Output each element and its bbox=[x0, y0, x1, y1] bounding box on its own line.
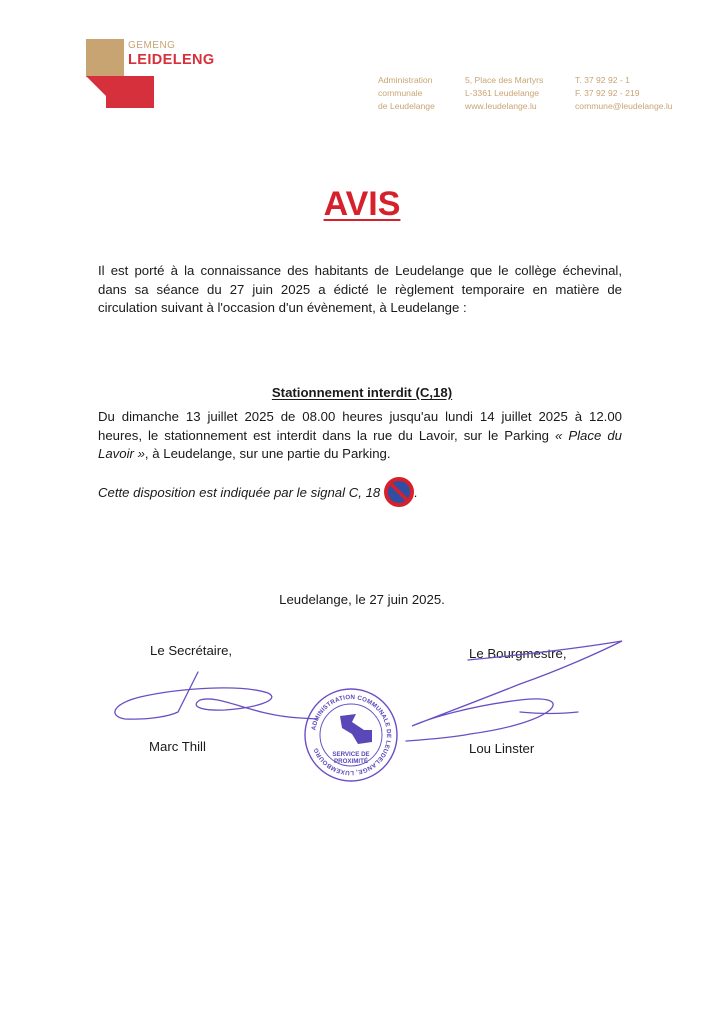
contact-address bbox=[465, 74, 543, 113]
mayor-title: Le Bourgmestre, bbox=[469, 646, 567, 661]
logo-gemeng-text: GEMENG bbox=[128, 40, 176, 51]
stamp-center-line2: PROXIMITÉ bbox=[333, 758, 369, 765]
contact-line: de Leudelange bbox=[378, 101, 435, 111]
secretary-title: Le Secrétaire, bbox=[150, 643, 233, 658]
municipality-logo bbox=[86, 38, 216, 110]
detail-text-start: Du dimanche 13 juillet 2025 de 08.00 heures jusqu'au lundi 14 juillet 2025 à 12.00 heures, le stationnement est interdit dans la rue du Lavoir, sur le Parking bbox=[98, 409, 622, 443]
detail-text-place: « Place du Lavoir » bbox=[98, 427, 622, 461]
website-link[interactable]: www.leudelange.lu bbox=[465, 101, 537, 111]
stamp-center-line1: SERVICE DE bbox=[332, 751, 370, 758]
detail-text-end: , à Leudelange, sur une partie du Parking. bbox=[144, 446, 391, 461]
official-stamp bbox=[302, 686, 400, 784]
date-line: Leudelange, le 27 juin 2025. bbox=[279, 592, 445, 607]
secretary-name: Marc Thill bbox=[149, 739, 206, 754]
contact-line: Administration bbox=[378, 75, 433, 85]
stamp-ring-text: ADMINISTRATION COMMUNALE DE LEUDELANGE, LUXEMBOURG bbox=[310, 693, 393, 777]
secretary-signature bbox=[115, 672, 318, 719]
contact-phone: T. 37 92 92 - 1 bbox=[575, 75, 630, 85]
sign-note-period: . bbox=[414, 484, 418, 500]
notice-title-text: AVIS bbox=[323, 185, 401, 223]
sign-note bbox=[98, 477, 418, 507]
email-link[interactable]: commune@leudelange.lu bbox=[575, 101, 673, 111]
contact-line: communale bbox=[378, 88, 423, 98]
contact-phone-email bbox=[575, 74, 673, 113]
intro-paragraph: Il est porté à la connaissance des habitants de Leudelange que le collège échevinal, dans sa séance du 27 juin 2025 a édicté le règlement temporaire en matière de circulation suivant à l'occasion d'un évènement, à Leudelange : bbox=[98, 263, 622, 315]
stamp-lettering bbox=[302, 686, 400, 784]
contact-fax: F. 37 92 92 - 219 bbox=[575, 88, 640, 98]
contact-line: L-3361 Leudelange bbox=[465, 88, 540, 98]
section-paragraph bbox=[98, 408, 622, 464]
contact-line: 5, Place des Martyrs bbox=[465, 75, 544, 85]
contact-administration bbox=[378, 74, 435, 113]
mayor-name: Lou Linster bbox=[469, 741, 535, 756]
no-parking-sign-icon bbox=[384, 477, 414, 507]
section-heading bbox=[0, 385, 724, 400]
notice-title bbox=[0, 185, 724, 224]
logo-leideleng-text: LEIDELENG bbox=[128, 52, 215, 68]
section-heading-text: Stationnement interdit (C,18) bbox=[271, 385, 453, 400]
sign-note-text: Cette disposition est indiquée par le signal C, 18 bbox=[98, 484, 381, 500]
